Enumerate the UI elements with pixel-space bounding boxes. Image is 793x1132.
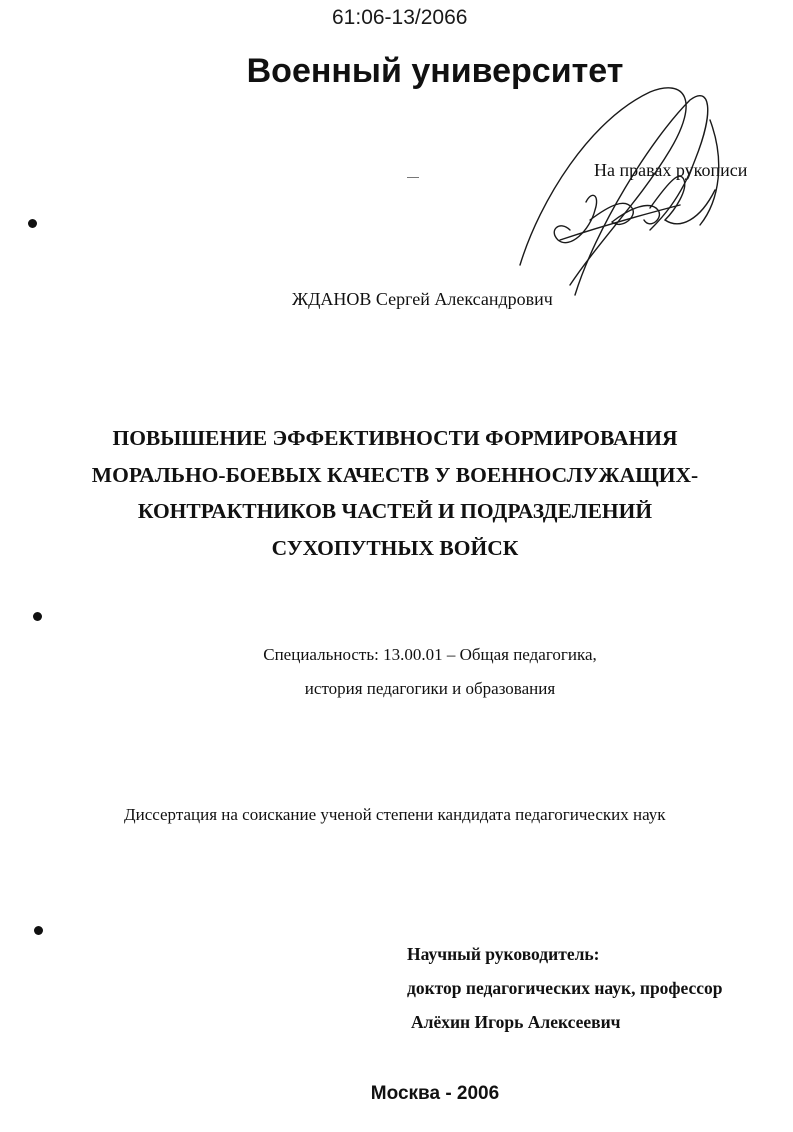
city-year: Москва - 2006 bbox=[370, 1083, 500, 1104]
stray-mark bbox=[407, 177, 419, 178]
title-line: СУХОПУТНЫХ ВОЙСК bbox=[271, 535, 519, 560]
binder-hole-mark bbox=[28, 219, 37, 228]
dissertation-title bbox=[60, 420, 730, 566]
manuscript-rights-note: На правах рукописи bbox=[594, 160, 748, 180]
title-line: КОНТРАКТНИКОВ ЧАСТЕЙ И ПОДРАЗДЕЛЕНИЙ bbox=[137, 499, 653, 523]
signature-stroke bbox=[560, 205, 680, 240]
title-line: МОРАЛЬНО-БОЕВЫХ КАЧЕСТВ У ВОЕННОСЛУЖАЩИХ- bbox=[91, 462, 699, 487]
binder-hole-mark bbox=[34, 926, 43, 935]
registration-code: 61:06-13/2066 bbox=[332, 6, 468, 29]
supervisor-heading: Научный руководитель: bbox=[407, 944, 600, 964]
specialty-line: история педагогики и образования bbox=[304, 679, 556, 698]
signature-stroke bbox=[520, 88, 686, 285]
specialty-block bbox=[120, 638, 740, 706]
dissertation-statement: Диссертация на соискание ученой степени кандидата педагогических наук bbox=[124, 805, 666, 824]
specialty-line: Специальность: 13.00.01 – Общая педагогика, bbox=[263, 645, 597, 664]
author-name: ЖДАНОВ Сергей Александрович bbox=[292, 289, 553, 309]
binder-hole-mark bbox=[33, 612, 42, 621]
supervisor-name: Алёхин Игорь Алексеевич bbox=[411, 1012, 621, 1032]
title-line: ПОВЫШЕНИЕ ЭФФЕКТИВНОСТИ ФОРМИРОВАНИЯ bbox=[112, 426, 678, 450]
supervisor-block bbox=[407, 937, 723, 1039]
supervisor-degree: доктор педагогических наук, профессор bbox=[407, 978, 723, 998]
handwritten-signature bbox=[500, 80, 750, 310]
university-name: Военный университет bbox=[246, 52, 624, 90]
